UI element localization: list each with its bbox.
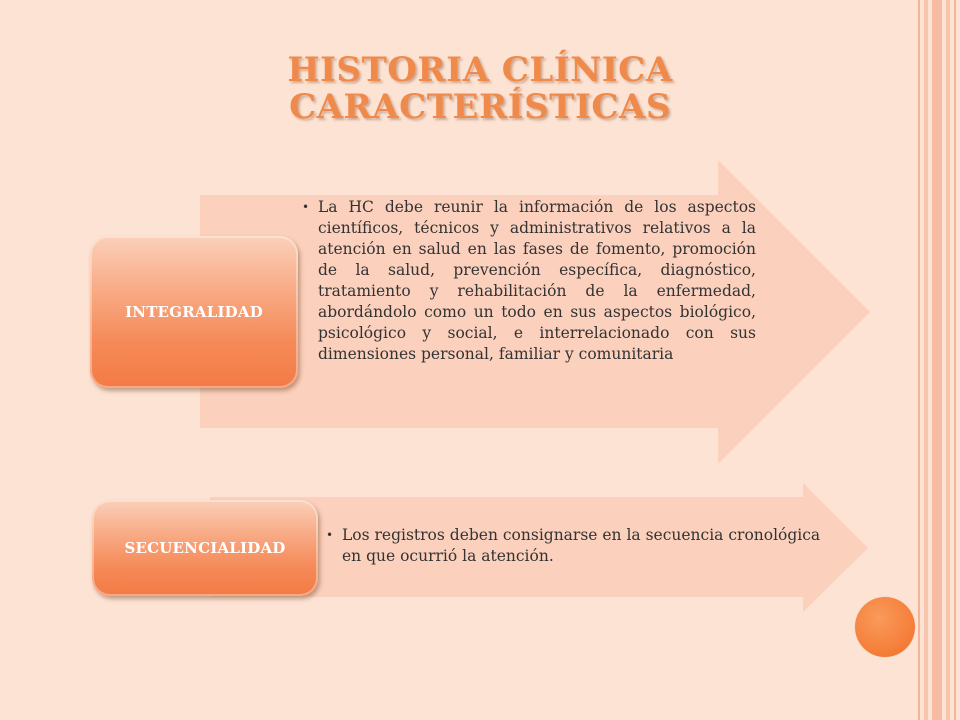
bullet-marker: • [302,200,310,214]
integralidad-box [90,236,298,388]
decorative-circle [855,597,915,657]
secuencialidad-text: Los registros deben consignarse en la secuencia cronológica en que ocurrió la atención. [342,526,821,565]
bullet-marker: • [326,528,334,542]
secuencialidad-box [92,500,318,596]
secuencialidad-description [326,525,826,567]
integralidad-label: INTEGRALIDAD [125,303,263,321]
secuencialidad-label: SECUENCIALIDAD [124,539,286,557]
title-line-2: CARACTERÍSTICAS [289,87,671,127]
integralidad-text: La HC debe reunir la información de los aspectos científicos, técnicos y administrativos relativos a la atención en salud en las fases de fomento, promoción de la salud, prevención específica, diagnóstico, tratamiento y rehabilitación de la enfermedad, abordándolo como un todo en sus aspectos biológico, psicológico y social, e interrelacionado con sus dimensiones personal, familiar y comunitaria [318,198,756,363]
title-line-1: HISTORIA CLÍNICA [287,50,673,90]
integralidad-description [302,197,756,365]
